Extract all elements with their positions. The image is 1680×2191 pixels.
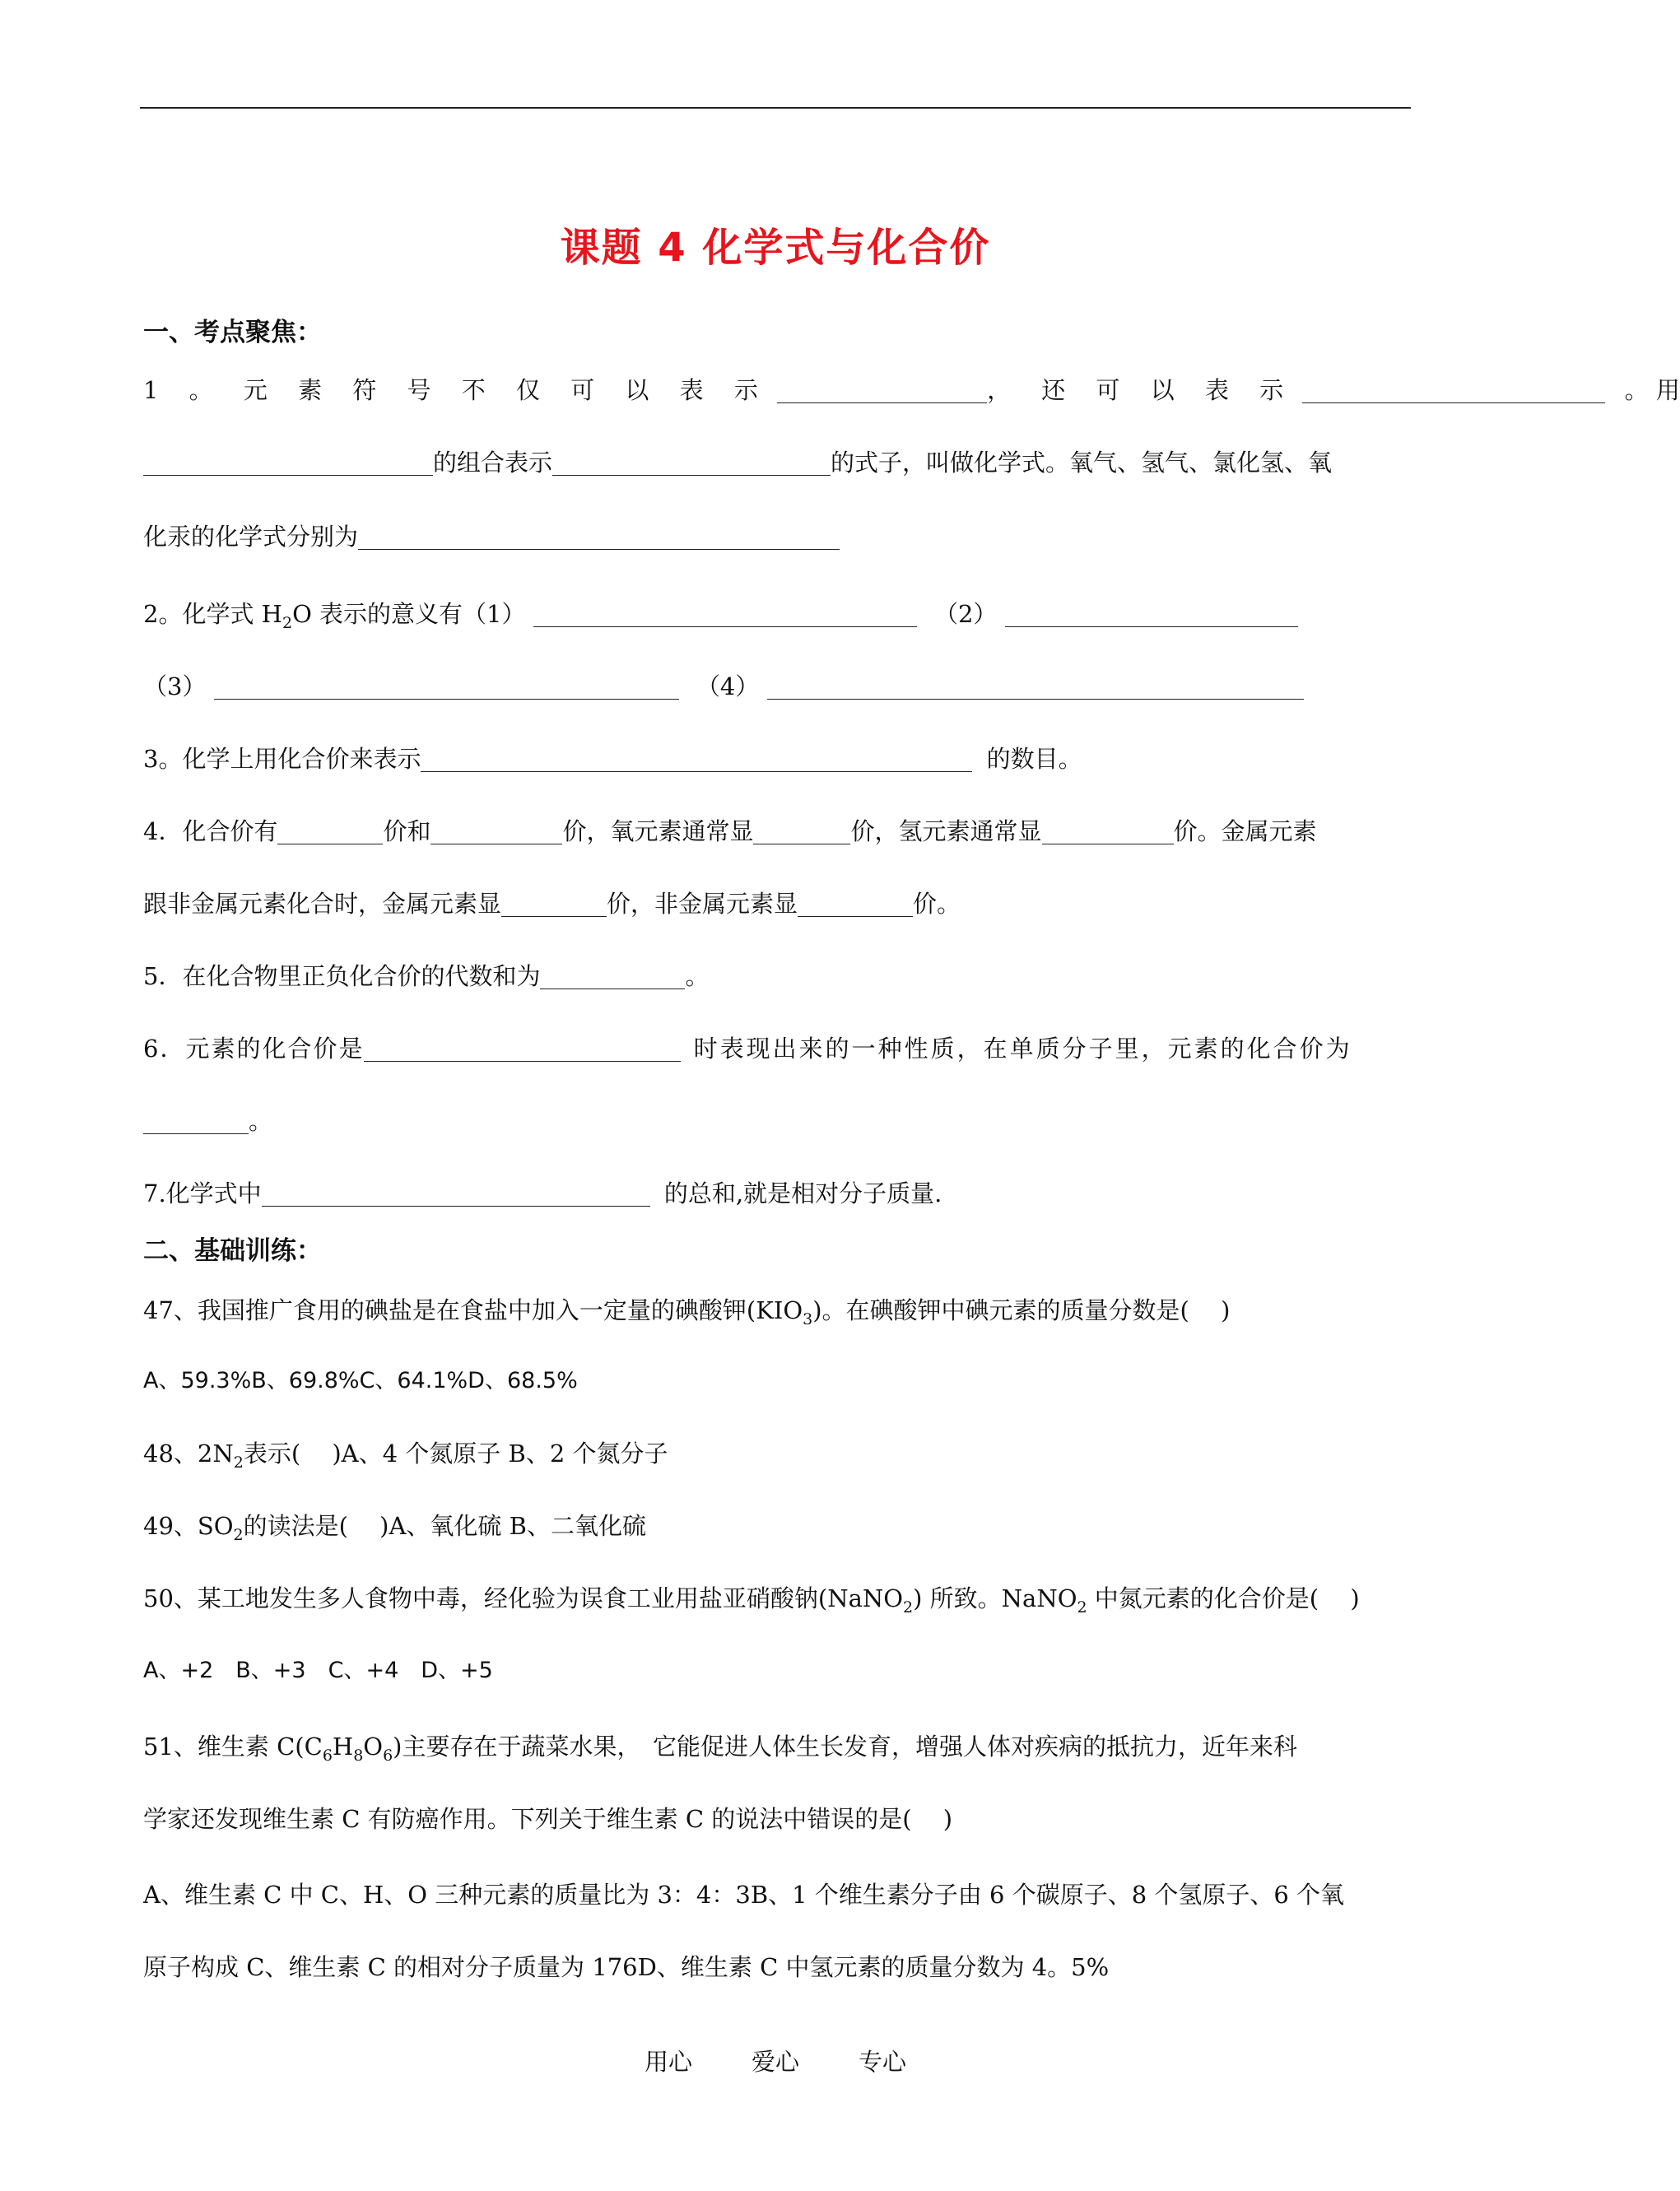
q7-blank[interactable] — [262, 1181, 650, 1207]
q50-text-c: 中氮元素的化合价是( ) — [1087, 1584, 1360, 1612]
q47-subscript: 3 — [803, 1309, 813, 1328]
q3-text-a: 3。化学上用化合价来表示 — [143, 745, 421, 773]
q7-text-a: 7.化学式中 — [143, 1179, 262, 1207]
q1-blank-4[interactable] — [552, 450, 831, 476]
q51-sub-o: 6 — [383, 1746, 393, 1765]
q51-text-d: )主要存在于蔬菜水果， 它能促进人体生长发育，增强人体对疾病的抵抗力，近年来科 — [393, 1733, 1297, 1761]
q4-text-c: 价，氧元素通常显 — [562, 817, 754, 845]
q1-blank-5[interactable] — [358, 524, 840, 550]
q4-text-a: 4．化合价有 — [143, 817, 278, 845]
question-6-line-1 — [143, 1030, 1352, 1067]
q6-text-b: 时表现出来的一种性质，在单质分子里，元素的化合价为 — [693, 1035, 1352, 1063]
q4-blank-4[interactable] — [1042, 819, 1174, 844]
q50-text-b: ) 所致。NaNO — [913, 1584, 1077, 1612]
question-47-options: A、59.3%B、69.8%C、64.1%D、68.5% — [143, 1368, 578, 1393]
question-1-line-1 — [143, 372, 1680, 408]
q2-text-d: （3） — [143, 672, 207, 700]
q1-text-c: 。 用 — [1624, 376, 1680, 404]
q6-text-a: 6．元素的化合价是 — [143, 1035, 365, 1063]
q47-text-a: 47、我国推广食用的碘盐是在食盐中加入一定量的碘酸钾(KIO — [143, 1296, 803, 1324]
q49-text-b: 的读法是( )A、氧化硫 B、二氧化硫 — [243, 1512, 646, 1540]
page-title: 课题 4 化学式与化合价 — [560, 225, 991, 271]
q4-blank-5[interactable] — [501, 891, 607, 917]
footer-word-1: 用心 — [644, 2048, 692, 2076]
q2-subscript: 2 — [282, 613, 293, 632]
q4-text-g: 价，非金属元素显 — [607, 890, 798, 918]
q4-blank-2[interactable] — [430, 819, 562, 844]
question-51-line-2: 学家还发现维生素 C 有防癌作用。下列关于维生素 C 的说法中错误的是( ) — [143, 1805, 953, 1833]
q1-text-e: 的式子，叫做化学式。氧气、氢气、氯化氢、氧 — [831, 449, 1333, 477]
q48-text-b: 表示( )A、4 个氮原子 B、2 个氮分子 — [243, 1440, 668, 1468]
q51-sub-c: 6 — [322, 1746, 333, 1765]
q4-blank-1[interactable] — [277, 819, 383, 844]
q5-text-b: 。 — [685, 962, 710, 990]
q6-blank-2[interactable] — [143, 1109, 249, 1134]
q6-text-c: 。 — [249, 1107, 273, 1135]
q1-text-a: 1 。 元 素 符 号 不 仅 可 以 表 示 — [143, 376, 770, 404]
q4-text-d: 价，氢元素通常显 — [850, 817, 1042, 845]
q47-text-b: )。在碘酸钾中碘元素的质量分数是( ) — [812, 1296, 1231, 1324]
question-2-line-1 — [143, 596, 1298, 641]
q51-text-c: O — [363, 1733, 384, 1761]
q50-subscript-1: 2 — [903, 1598, 914, 1617]
footer-word-2: 爱心 — [751, 2048, 799, 2076]
question-50 — [143, 1580, 1360, 1626]
q51-text-a: 51、维生素 C(C — [143, 1733, 323, 1761]
q1-text-f: 化汞的化学式分别为 — [143, 523, 359, 551]
q51-sub-h: 8 — [353, 1746, 364, 1765]
q6-blank-1[interactable] — [364, 1036, 681, 1062]
q7-text-b: 的总和,就是相对分子质量. — [663, 1179, 942, 1207]
q3-text-b: 的数目。 — [986, 745, 1082, 773]
header-rule — [140, 107, 1411, 109]
question-1-line-3 — [143, 519, 840, 555]
question-48 — [143, 1435, 668, 1481]
q2-blank-1[interactable] — [533, 602, 917, 627]
question-3 — [143, 741, 1082, 777]
section-heading-1: 一、考点聚焦： — [143, 318, 322, 347]
question-2-line-2 — [143, 668, 1304, 705]
page-footer — [0, 2044, 1551, 2077]
question-4-line-1 — [143, 813, 1317, 849]
q49-subscript: 2 — [233, 1525, 244, 1544]
q4-text-e: 价。金属元素 — [1173, 817, 1317, 845]
q48-text-a: 48、2N — [143, 1440, 234, 1468]
q51-text-b: H — [332, 1733, 354, 1761]
q2-text-b: O 表示的意义有（1） — [292, 600, 526, 628]
q4-blank-3[interactable] — [753, 819, 850, 844]
question-51-line-1 — [143, 1728, 1297, 1774]
question-51-line-3: A、维生素 C 中 C、H、O 三种元素的质量比为 3：4：3B、1 个维生素分子由 6 个碳原子、8 个氢原子、6 个氧 — [143, 1881, 1345, 1909]
q4-text-b: 价和 — [383, 817, 431, 845]
q4-text-h: 价。 — [913, 890, 961, 918]
q5-text-a: 5．在化合物里正负化合价的代数和为 — [143, 962, 541, 990]
q1-text-d: 的组合表示 — [433, 449, 553, 477]
question-6-line-2 — [143, 1103, 272, 1139]
q2-blank-4[interactable] — [767, 674, 1304, 700]
q5-blank[interactable] — [540, 964, 685, 989]
question-5 — [143, 958, 709, 994]
q3-blank[interactable] — [421, 747, 972, 772]
q4-blank-6[interactable] — [798, 891, 913, 917]
q1-blank-3[interactable] — [143, 450, 433, 476]
q4-text-f: 跟非金属元素化合时，金属元素显 — [143, 890, 502, 918]
question-4-line-2 — [143, 886, 961, 922]
question-7 — [143, 1175, 942, 1212]
q2-blank-3[interactable] — [214, 674, 679, 700]
question-51-line-4: 原子构成 C、维生素 C 的相对分子质量为 176D、维生素 C 中氢元素的质量分数为 4。5% — [143, 1953, 1110, 1981]
q2-text-e: （4） — [696, 672, 760, 700]
q2-blank-2[interactable] — [1005, 602, 1298, 627]
section-heading-2: 二、基础训练： — [143, 1236, 322, 1266]
question-1-line-2 — [143, 444, 1332, 481]
q50-subscript-2: 2 — [1077, 1598, 1087, 1617]
question-49 — [143, 1508, 646, 1553]
q1-text-b: ， 还 可 以 表 示 — [987, 376, 1296, 404]
q1-blank-2[interactable] — [1302, 378, 1605, 403]
q49-text-a: 49、SO — [143, 1512, 234, 1540]
footer-word-3: 专心 — [859, 2048, 907, 2076]
q1-blank-1[interactable] — [777, 378, 987, 403]
question-50-options: A、+2 B、+3 C、+4 D、+5 — [143, 1658, 493, 1683]
q2-text-a: 2。化学式 H — [143, 600, 282, 628]
q48-subscript: 2 — [233, 1453, 244, 1472]
q50-text-a: 50、某工地发生多人食物中毒，经化验为误食工业用盐亚硝酸钠(NaNO — [143, 1584, 904, 1612]
q2-text-c: （2） — [933, 600, 998, 628]
question-47 — [143, 1292, 1230, 1337]
